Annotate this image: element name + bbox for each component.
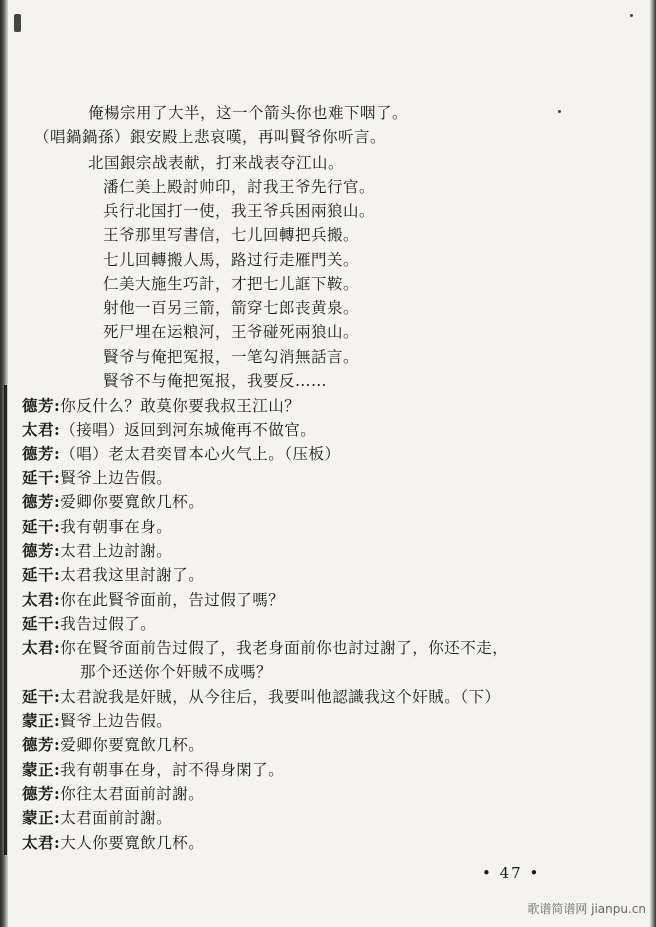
verse-line: 潘仁美上殿討帅印，討我王爷先行官。 — [103, 178, 376, 196]
dialogue-line: 延干:我告过假了。 — [22, 614, 157, 633]
verse-line: 賢爷与俺把冤报，一笔勾消無話言。 — [103, 348, 360, 366]
dialogue-line: 太君:你在賢爷面前告过假了，我老身面前你也討过謝了，你还不走， — [22, 638, 509, 657]
dialogue-line: 延干:我有朝事在身。 — [22, 517, 173, 536]
speaker-name: 德芳: — [22, 444, 61, 463]
dialogue-line: 蒙正:太君面前討謝。 — [22, 808, 173, 827]
speaker-name: 蒙正: — [22, 760, 61, 779]
dialogue-line: 德芳:（唱）老太君奕冒本心火气上。（压板） — [22, 444, 341, 463]
verse-line: 仁美大施生巧計，才把七儿誆下鞍。 — [103, 275, 360, 293]
scan-speck — [630, 14, 633, 17]
dialogue-line: 德芳:爱卿你要寬飲几杯。 — [22, 492, 205, 511]
verse-line: 死尸埋在运粮河，王爷碰死兩狼山。 — [103, 323, 360, 341]
verse-line: 賢爷不与俺把冤报，我要反…… — [103, 372, 328, 390]
speaker-name: 德芳: — [22, 396, 61, 415]
dialogue-line: 延干:太君說我是奸賊，从今往后，我要叫他認識我这个奸賊。（下） — [22, 687, 501, 706]
dialogue-line: 太君:你在此賢爷面前，告过假了嗎？ — [22, 590, 285, 609]
page-number: • 47 • — [482, 864, 541, 882]
verse-line: 七儿回轉搬人馬，路过行走雁門关。 — [103, 251, 360, 269]
speaker-name: 蒙正: — [22, 808, 61, 827]
dialogue-line: 德芳:你反什么？敢莫你要我叔王江山？ — [22, 396, 301, 415]
speaker-name: 德芳: — [22, 541, 61, 560]
page-right-edge — [650, 0, 656, 927]
site-watermark: 歌谱简谱网 jianpu.cn — [527, 902, 646, 916]
dialogue-line: 太君:大人你要寬飲几杯。 — [22, 833, 205, 852]
speaker-name: 太君: — [22, 638, 61, 657]
speaker-name: 太君: — [22, 590, 61, 609]
speaker-name: 延干: — [22, 614, 61, 633]
dialogue-line: 蒙正:賢爷上边告假。 — [22, 711, 173, 730]
scan-speck — [14, 14, 21, 32]
verse-line: 兵行北国打一使，我王爷兵困兩狼山。 — [103, 202, 376, 220]
dialogue-line: 德芳:太君上边討謝。 — [22, 541, 173, 560]
dialogue-line: 太君:（接唱）返回到河东城俺再不做官。 — [22, 420, 317, 439]
verse-line: 射他一百另三箭，箭穿七郎丧黄泉。 — [103, 299, 360, 317]
binding-shadow — [4, 385, 7, 855]
speaker-name: 延干: — [22, 687, 61, 706]
speaker-name: 德芳: — [22, 784, 61, 803]
speaker-name: 蒙正: — [22, 711, 61, 730]
speaker-name: 德芳: — [22, 735, 61, 754]
verse-line: 俺楊宗用了大半，这一个箭头你也难下咽了。 — [88, 104, 409, 122]
verse-line: （唱鍋鍋孫）銀安殿上悲哀嘆，再叫賢爷你听言。 — [34, 128, 387, 146]
dialogue-line: 延干:太君我这里討謝了。 — [22, 565, 205, 584]
scan-speck — [558, 110, 561, 113]
dialogue-continuation: 那个还送你个奸賊不成嗎？ — [80, 663, 273, 681]
verse-line: 北国銀宗战表献，打来战表夺江山。 — [88, 154, 345, 172]
speaker-name: 太君: — [22, 833, 61, 852]
speaker-name: 延干: — [22, 565, 61, 584]
dialogue-line: 延干:賢爷上边告假。 — [22, 468, 173, 487]
dialogue-line: 蒙正:我有朝事在身，討不得身閑了。 — [22, 760, 285, 779]
speaker-name: 延干: — [22, 468, 61, 487]
speaker-name: 延干: — [22, 517, 61, 536]
speaker-name: 太君: — [22, 420, 61, 439]
dialogue-line: 德芳:你往太君面前討謝。 — [22, 784, 205, 803]
speaker-name: 德芳: — [22, 492, 61, 511]
dialogue-line: 德芳:爱卿你要寬飲几杯。 — [22, 735, 205, 754]
verse-line: 王爷那里写書信，七儿回轉把兵搬。 — [103, 226, 360, 244]
